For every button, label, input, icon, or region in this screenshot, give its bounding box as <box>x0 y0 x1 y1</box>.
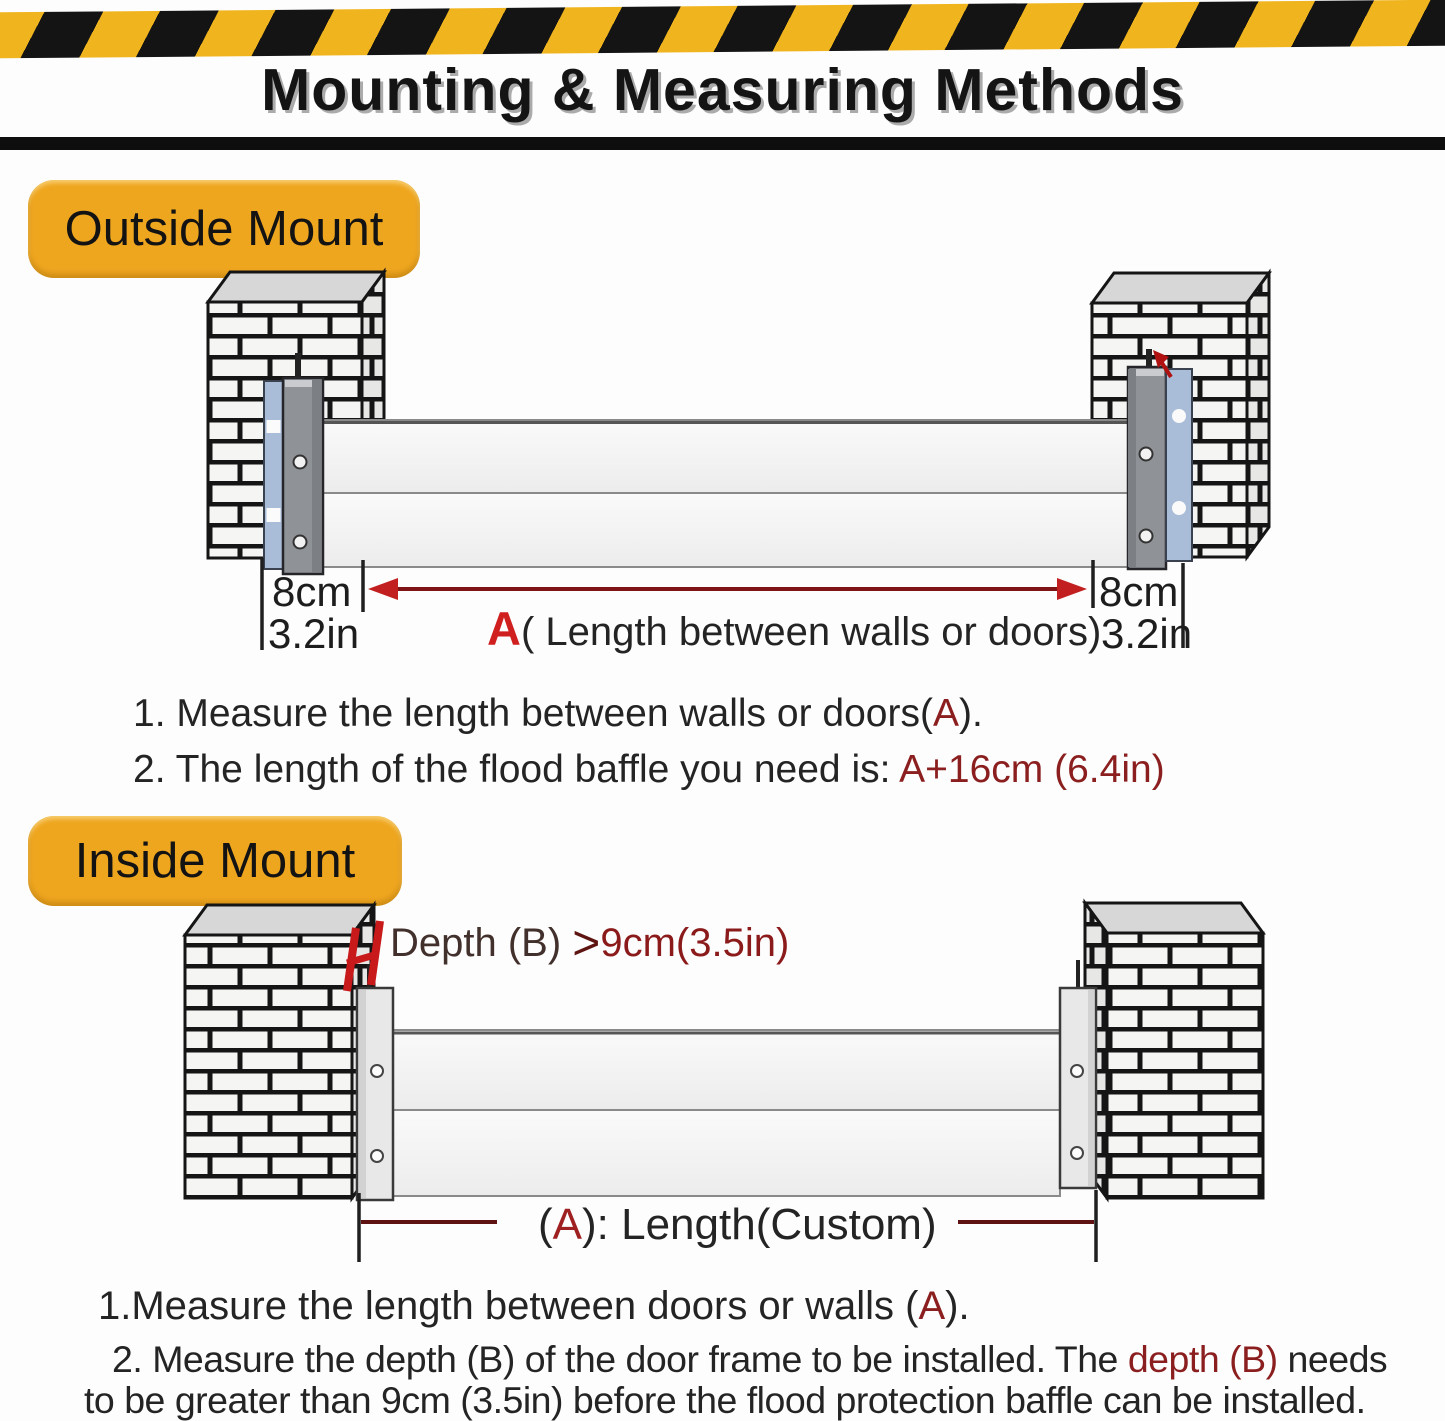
inside-length-annotation <box>538 1200 937 1250</box>
inside-step-1 <box>98 1284 970 1329</box>
outside-step-2-text: 2. The length of the flood baffle you need is: <box>133 748 900 791</box>
inside-step-2-line-2: to be greater than 9cm (3.5in) before the flood protection baffle can be installed. <box>84 1379 1366 1421</box>
inside-step-1-end: ). <box>945 1284 970 1328</box>
outside-step-2 <box>133 748 1165 792</box>
outside-length-annotation <box>487 601 1101 656</box>
depth-value: 9cm(3.5in) <box>600 921 790 965</box>
inside-step-2-end: needs <box>1277 1338 1388 1380</box>
outside-step-1-end: ). <box>958 692 983 735</box>
inside-left-mounting-channel <box>357 964 393 1200</box>
outside-right-offset-in: 3.2in <box>1101 610 1193 657</box>
depth-label: Depth (B) <box>390 921 573 965</box>
inside-step-2-red: depth (B) <box>1127 1338 1278 1380</box>
length-a-description: ( Length between walls or doors) <box>520 610 1102 654</box>
outside-step-1-text: 1. Measure the length between walls or doors( <box>133 692 933 735</box>
inside-step-1-text: 1.Measure the length between doors or walls ( <box>98 1284 919 1328</box>
length-a-arrow <box>368 578 1087 600</box>
outside-right-mounting-channel <box>1128 349 1192 569</box>
outside-left-mounting-channel <box>264 353 323 574</box>
length-a-symbol: A <box>487 602 521 655</box>
inside-flood-barrier-panels <box>393 1030 1060 1196</box>
inside-mount-label-text: Inside Mount <box>74 834 356 888</box>
outside-flood-barrier-panels <box>323 420 1128 567</box>
page-title: Mounting & Measuring Methods <box>261 57 1184 123</box>
outside-step-1-red: A <box>932 692 959 735</box>
outside-right-offset-cm: 8cm <box>1099 568 1179 615</box>
outside-step-2-red: A+16cm (6.4in) <box>899 748 1165 791</box>
inside-length-description: ): Length(Custom) <box>582 1200 937 1249</box>
depth-annotation <box>390 916 789 971</box>
outside-mount-label-text: Outside Mount <box>64 202 384 256</box>
inside-right-pillar <box>1085 903 1263 1198</box>
inside-step-2-line-1 <box>112 1338 1387 1381</box>
inside-length-a-symbol: A <box>552 1200 583 1249</box>
greater-than-symbol: > <box>572 917 601 970</box>
outside-step-1 <box>133 692 983 736</box>
outside-left-offset-cm: 8cm <box>272 568 352 615</box>
inside-left-pillar <box>185 905 374 1198</box>
outside-left-offset-in: 3.2in <box>268 610 360 657</box>
inside-step-1-red: A <box>918 1284 946 1328</box>
inside-step-2-text: 2. Measure the depth (B) of the door frame to be installed. The <box>112 1338 1128 1380</box>
inside-length-paren: ( <box>538 1200 553 1249</box>
inside-right-mounting-channel <box>1060 960 1096 1188</box>
